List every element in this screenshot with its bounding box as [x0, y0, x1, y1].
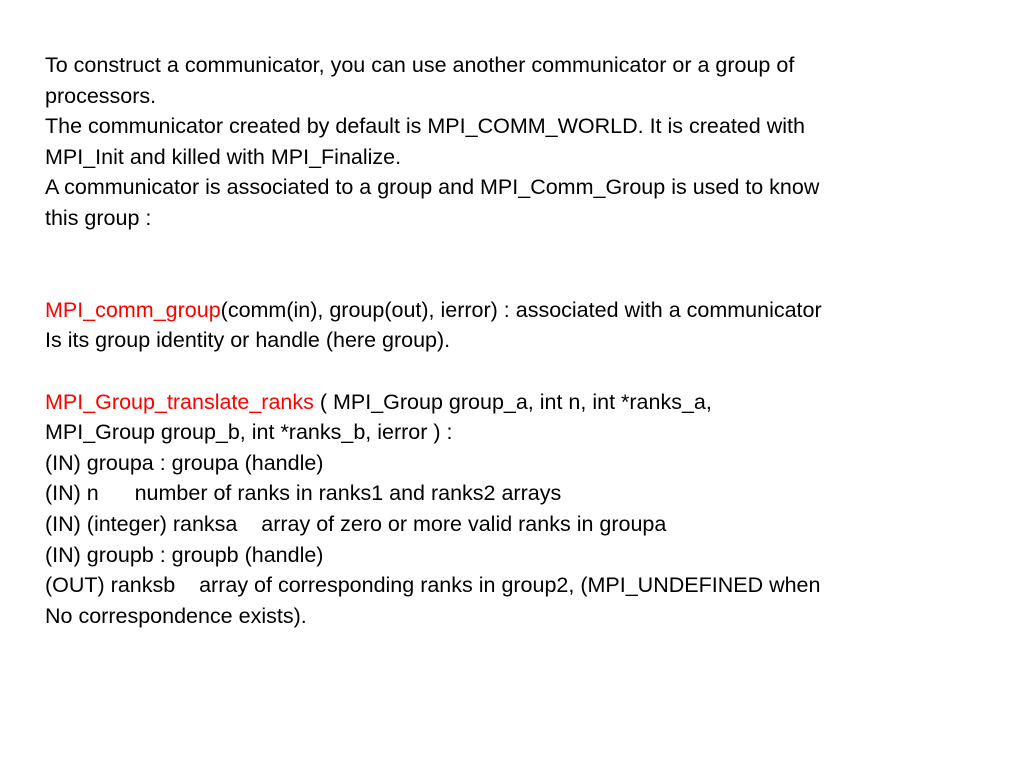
intro-line: MPI_Init and killed with MPI_Finalize. — [45, 144, 402, 169]
spacer — [45, 264, 1005, 295]
translate-ranks-signature — [45, 387, 1005, 418]
translate-ranks-section — [45, 387, 1005, 632]
param-line: (IN) n number of ranks in ranks1 and ranks2 arrays — [45, 481, 562, 506]
intro-paragraph — [45, 50, 1005, 234]
translate-ranks-function-name: MPI_Group_translate_ranks — [45, 389, 314, 414]
param-line: (OUT) ranksb array of corresponding ranks in group2, (MPI_UNDEFINED when — [45, 573, 821, 598]
translate-ranks-signature-line2: MPI_Group group_b, int *ranks_b, ierror ) : — [45, 420, 453, 445]
intro-line: The communicator created by default is MPI_COMM_WORLD. It is created with — [45, 114, 805, 139]
comm-group-description: Is its group identity or handle (here group). — [45, 328, 451, 353]
comm-group-signature-rest: (comm(in), group(out), ierror) : associated with a communicator — [220, 297, 822, 322]
intro-line: To construct a communicator, you can use another communicator or a group of — [45, 53, 795, 77]
comm-group-section — [45, 295, 1005, 356]
param-line: (IN) groupa : groupa (handle) — [45, 450, 324, 475]
param-line: (IN) (integer) ranksa array of zero or more valid ranks in groupa — [45, 511, 667, 536]
slide-content — [45, 50, 1005, 631]
intro-line: A communicator is associated to a group and MPI_Comm_Group is used to know — [45, 175, 820, 200]
comm-group-function-name: MPI_comm_group — [45, 297, 221, 322]
spacer — [45, 356, 1005, 387]
intro-line: this group : — [45, 205, 152, 230]
spacer — [45, 234, 1005, 265]
intro-line: processors. — [45, 83, 157, 108]
param-line: No correspondence exists). — [45, 603, 307, 628]
param-line: (IN) groupb : groupb (handle) — [45, 542, 324, 567]
translate-ranks-signature-rest: ( MPI_Group group_a, int n, int *ranks_a, — [313, 389, 712, 414]
comm-group-signature — [45, 295, 1005, 326]
